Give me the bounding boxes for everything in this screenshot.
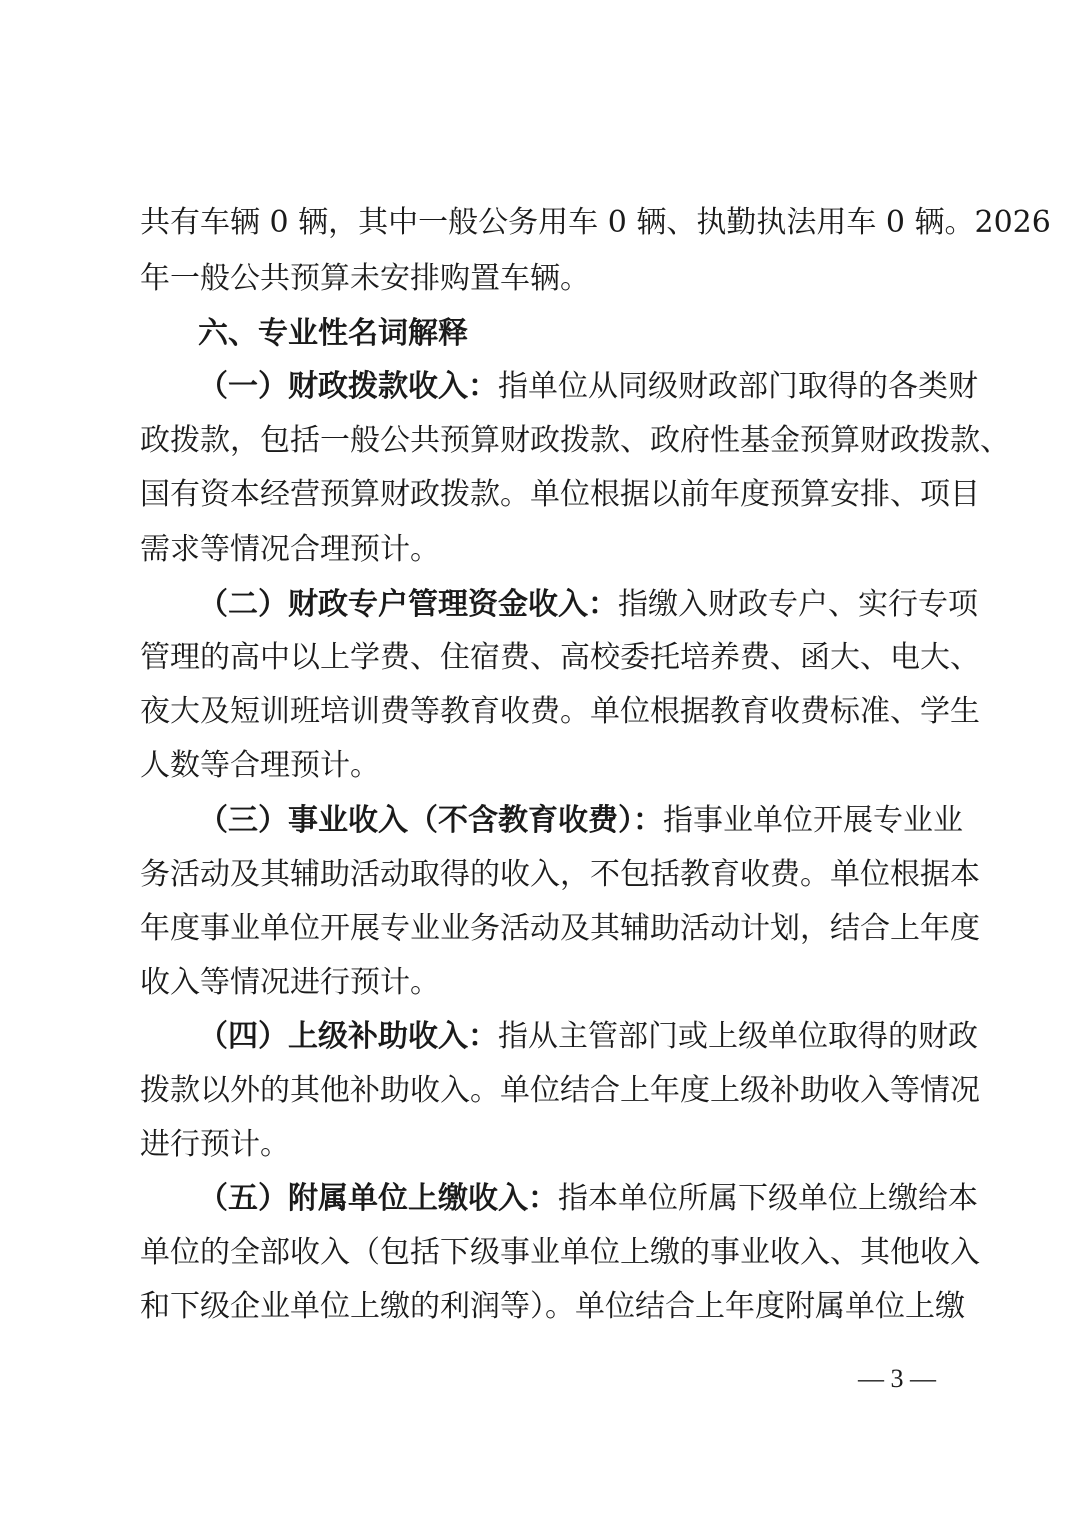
body-text-line: 收入等情况进行预计。 <box>140 965 440 1000</box>
definition-term: （二）财政专户管理资金收入： <box>198 587 618 622</box>
body-text-line: 单位的全部收入（包括下级事业单位上缴的事业收入、其他收入 <box>140 1235 980 1270</box>
body-text-line: 进行预计。 <box>140 1127 290 1162</box>
definition-term: （四）上级补助收入： <box>198 1019 498 1054</box>
body-text-line: 需求等情况合理预计。 <box>140 532 440 567</box>
body-text-line: 务活动及其辅助活动取得的收入，不包括教育收费。单位根据本 <box>140 857 980 892</box>
body-text-line: 共有车辆 0 辆，其中一般公务用车 0 辆、执勤执法用车 0 辆。2026 <box>140 205 1051 240</box>
body-text-line: 人数等合理预计。 <box>140 748 380 783</box>
definition-line <box>198 367 978 407</box>
body-text-line: 国有资本经营预算财政拨款。单位根据以前年度预算安排、项目 <box>140 477 980 512</box>
body-text-line: 管理的高中以上学费、住宿费、高校委托培养费、函大、电大、 <box>140 640 980 675</box>
section-heading: 六、专业性名词解释 <box>198 316 468 351</box>
definition-text: 指从主管部门或上级单位取得的财政 <box>498 1019 978 1054</box>
page-number: — 3 — <box>858 1364 936 1393</box>
body-text-line: 拨款以外的其他补助收入。单位结合上年度上级补助收入等情况 <box>140 1073 980 1108</box>
body-text-line: 夜大及短训班培训费等教育收费。单位根据教育收费标准、学生 <box>140 694 980 729</box>
body-text-line: 年度事业单位开展专业业务活动及其辅助活动计划，结合上年度 <box>140 911 980 946</box>
definition-line <box>198 1017 978 1057</box>
definition-line <box>198 585 978 625</box>
body-text-line: 和下级企业单位上缴的利润等）。单位结合上年度附属单位上缴 <box>140 1289 965 1324</box>
definition-term: （一）财政拨款收入： <box>198 369 498 404</box>
definition-text: 指单位从同级财政部门取得的各类财 <box>498 369 978 404</box>
definition-text: 指本单位所属下级单位上缴给本 <box>558 1181 978 1216</box>
definition-term: （五）附属单位上缴收入： <box>198 1181 558 1216</box>
definition-term: （三）事业收入（不含教育收费）： <box>198 803 663 838</box>
definition-text: 指事业单位开展专业业 <box>663 803 963 838</box>
definition-text: 指缴入财政专户、实行专项 <box>618 587 978 622</box>
definition-line <box>198 801 963 841</box>
body-text-line: 年一般公共预算未安排购置车辆。 <box>140 261 590 296</box>
definition-line <box>198 1179 978 1219</box>
body-text-line: 政拨款，包括一般公共预算财政拨款、政府性基金预算财政拨款、 <box>140 423 1010 458</box>
